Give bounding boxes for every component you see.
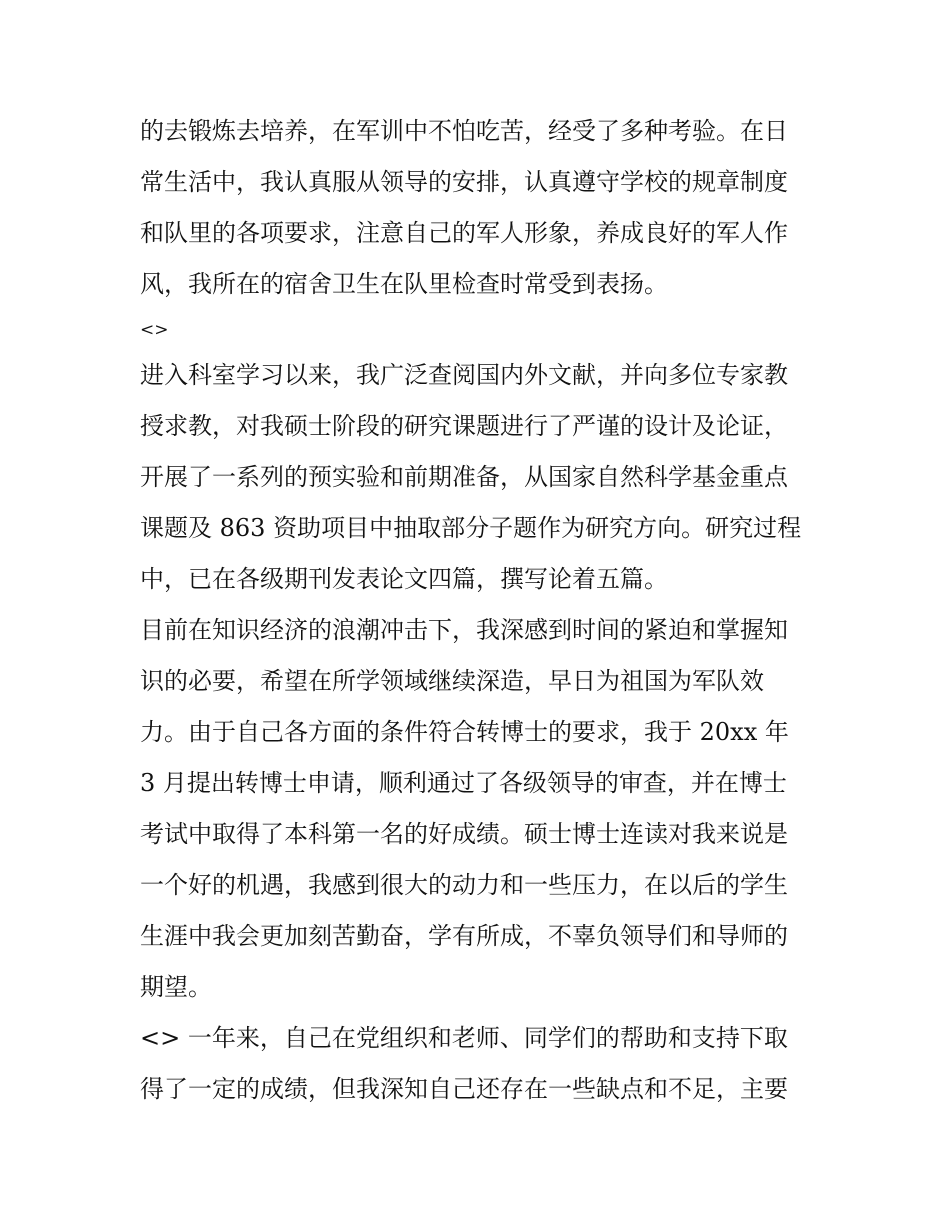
section-marker: <> xyxy=(140,320,169,340)
text-line: 和队里的各项要求，注意自己的军人形象，养成良好的军人作 xyxy=(140,219,788,247)
text-line: 识的必要，希望在所学领域继续深造，早日为祖国为军队效 xyxy=(140,667,764,695)
text-line: 的去锻炼去培养，在军训中不怕吃苦，经受了多种考验。在日 xyxy=(140,117,788,145)
text-line: 一个好的机遇，我感到很大的动力和一些压力，在以后的学生 xyxy=(140,871,788,899)
text-line: 常生活中，我认真服从领导的安排，认真遵守学校的规章制度 xyxy=(140,168,788,196)
text-line: 生涯中我会更加刻苦勤奋，学有所成，不辜负领导们和导师的 xyxy=(140,922,788,950)
text-line: 目前在知识经济的浪潮冲击下，我深感到时间的紧迫和掌握知 xyxy=(140,616,788,644)
text-line: 期望。 xyxy=(140,973,212,1001)
text-line: 进入科室学习以来，我广泛查阅国内外文献，并向多位专家教 xyxy=(140,361,788,389)
text-line: 力。由于自己各方面的条件符合转博士的要求，我于 20xx 年 xyxy=(140,718,789,746)
document-body xyxy=(140,106,820,1115)
text-line: 考试中取得了本科第一名的好成绩。硕士博士连读对我来说是 xyxy=(140,820,788,848)
text-line: 课题及 863 资助项目中抽取部分子题作为研究方向。研究过程 xyxy=(140,514,802,542)
text-line: <> 一年来，自己在党组织和老师、同学们的帮助和支持下取 xyxy=(140,1024,788,1052)
text-line: 风，我所在的宿舍卫生在队里检查时常受到表扬。 xyxy=(140,270,668,298)
text-line: 3 月提出转博士申请，顺利通过了各级领导的审查，并在博士 xyxy=(140,769,787,797)
text-line: 授求教，对我硕士阶段的研究课题进行了严谨的设计及论证， xyxy=(140,412,788,440)
text-line: 得了一定的成绩，但我深知自己还存在一些缺点和不足，主要 xyxy=(140,1075,788,1103)
text-line: 中，已在各级期刊发表论文四篇，撰写论着五篇。 xyxy=(140,565,668,593)
text-line: 开展了一系列的预实验和前期准备，从国家自然科学基金重点 xyxy=(140,463,788,491)
